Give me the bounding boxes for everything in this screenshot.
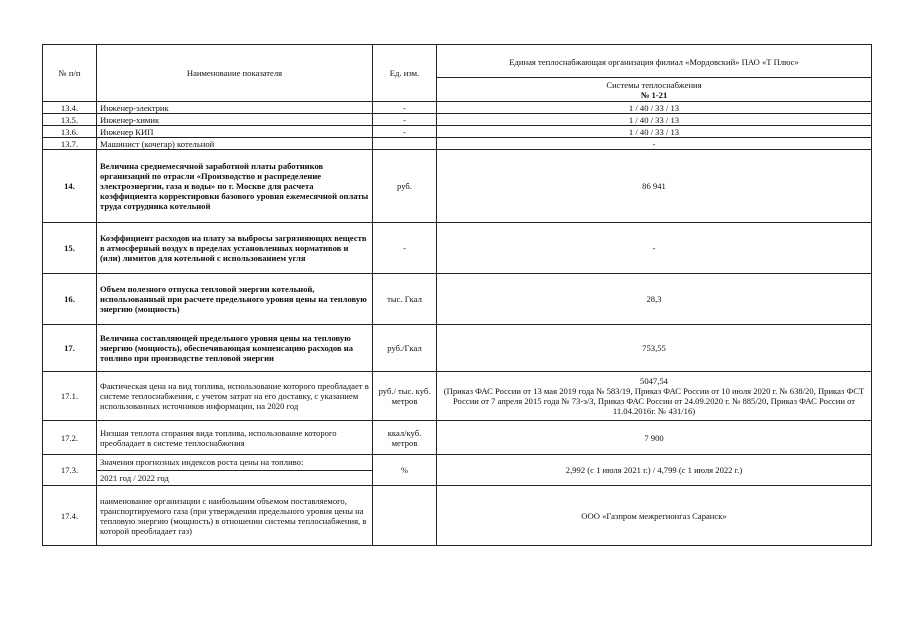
row-num: 17.4. [43, 486, 97, 546]
row-num: 16. [43, 274, 97, 325]
row-name: Фактическая цена на вид топлива, использование которого преобладает в системе теплоснабжения, с учетом затрат на его доставку, с указанием использованных источников информации, на 2020 год [97, 372, 373, 421]
row-name: Значения прогнозных индексов роста цены на топливо: [100, 457, 304, 467]
row-value: 753,55 [437, 325, 872, 372]
row-unit: руб./ тыс. куб. метров [373, 372, 437, 421]
indicators-table [42, 44, 872, 546]
row-num: 13.5. [43, 114, 97, 126]
row-name: Инженер-химик [97, 114, 373, 126]
table-row [43, 372, 872, 421]
header-row [43, 45, 872, 102]
row-num: 17.1. [43, 372, 97, 421]
row-name: Низшая теплота сгорания вида топлива, использование которого преобладает в системе теплоснабжения [97, 421, 373, 455]
row-name-years: 2021 год / 2022 год [97, 470, 372, 485]
table-row [43, 150, 872, 223]
row-value: 7 900 [437, 421, 872, 455]
row-name: Объем полезного отпуска тепловой энергии котельной, использованный при расчете предельного уровня цены на тепловую энергию (мощность) [97, 274, 373, 325]
row-unit: - [373, 114, 437, 126]
header-systems-num: № 1-21 [640, 89, 668, 100]
row-name: Величина среднемесячной заработной платы работников организаций по отрасли «Производство и распределение электроэнергии, газа и воды» по г. Москве для расчета коэффициента корректировки базового уровня ежемесячной оплаты труда сотрудника котельной [97, 150, 373, 223]
row-value: 1 / 40 / 33 / 13 [437, 114, 872, 126]
row-unit [373, 138, 437, 150]
row-unit: руб./Гкал [373, 325, 437, 372]
row-value: - [437, 138, 872, 150]
row-value: 1 / 40 / 33 / 13 [437, 102, 872, 114]
header-systems: Системы теплоснабжения [606, 79, 702, 90]
row-value: 86 941 [437, 150, 872, 223]
header-org: Единая теплоснабжающая организация филиал «Мордовский» ПАО «Т Плюс» [437, 47, 871, 78]
header-unit: Ед. изм. [373, 45, 437, 102]
row-unit: ккал/куб. метров [373, 421, 437, 455]
row-name: Машинист (кочегар) котельной [97, 138, 373, 150]
row-unit: % [373, 455, 437, 486]
row-num: 17.3. [43, 455, 97, 486]
row-value: 5047,54 [640, 376, 668, 386]
table-row [43, 126, 872, 138]
table-row [43, 486, 872, 546]
table-row [43, 223, 872, 274]
row-unit [373, 486, 437, 546]
table-row [43, 114, 872, 126]
row-unit: - [373, 223, 437, 274]
table-row [43, 138, 872, 150]
row-unit: руб. [373, 150, 437, 223]
row-name: Инженер КИП [97, 126, 373, 138]
table-row [43, 102, 872, 114]
row-num: 13.4. [43, 102, 97, 114]
row-num: 17. [43, 325, 97, 372]
row-name: Коэффициент расходов на плату за выбросы загрязняющих веществ в атмосферный воздух в пределах установленных нормативов и (или) лимитов для котельной с использованием угля [97, 223, 373, 274]
row-value: 2,992 (с 1 июля 2021 г.) / 4,799 (с 1 июля 2022 г.) [437, 455, 872, 486]
header-num: № п/п [43, 45, 97, 102]
row-num: 13.6. [43, 126, 97, 138]
table-row [43, 325, 872, 372]
row-unit: тыс. Гкал [373, 274, 437, 325]
row-num: 14. [43, 150, 97, 223]
row-value: - [437, 223, 872, 274]
row-name: наименование организации с наибольшим объемом поставляемого, транспортируемого газа (при утверждении предельного уровня цены на тепловую энергию (мощность) в отношении системы теплоснабжения, в которой преобладает газ) [97, 486, 373, 546]
row-value: 28,3 [437, 274, 872, 325]
table-row [43, 421, 872, 455]
row-value: ООО «Газпром межрегионгаз Саранск» [437, 486, 872, 546]
row-name: Величина составляющей предельного уровня цены на тепловую энергию (мощность), обеспечивающая компенсацию расходов на топливо при производстве тепловой энергии [97, 325, 373, 372]
row-num: 15. [43, 223, 97, 274]
row-unit: - [373, 126, 437, 138]
row-num: 13.7. [43, 138, 97, 150]
row-value: 1 / 40 / 33 / 13 [437, 126, 872, 138]
table-row [43, 274, 872, 325]
row-name: Инженер-электрик [97, 102, 373, 114]
row-unit: - [373, 102, 437, 114]
row-value-note: (Приказ ФАС России от 13 мая 2019 года № 583/19, Приказ ФАС России от 10 июля 2020 г. № 638/20, Приказ ФСТ России от 7 апреля 2015 года № 73-э/3, Приказ ФАС России от 24.09.2020 г. № 885/20, Приказ ФАС России от 11.04.2016г. № 431/16) [443, 386, 865, 416]
header-name: Наименование показателя [97, 45, 373, 102]
table-row [43, 455, 872, 486]
header-org-cell [437, 45, 872, 102]
row-name-cell [97, 455, 373, 486]
row-num: 17.2. [43, 421, 97, 455]
row-value-cell [437, 372, 872, 421]
